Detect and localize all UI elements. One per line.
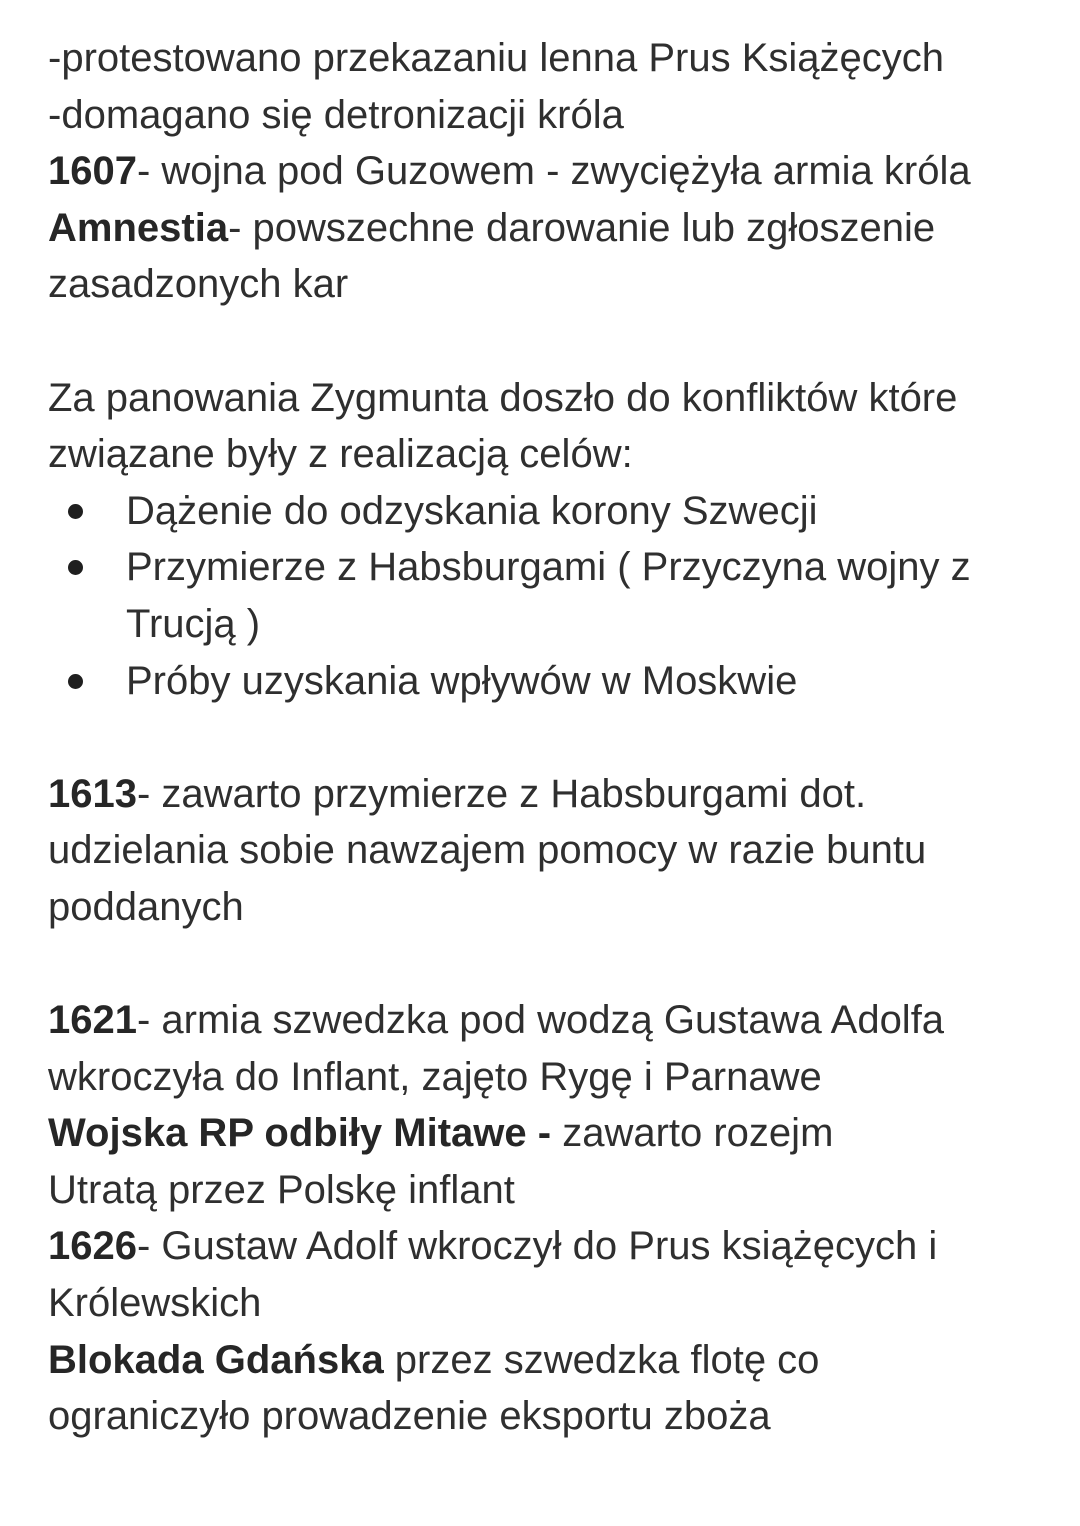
goals-list [48, 483, 1048, 709]
text-line: ograniczyło prowadzenie eksportu zboża [48, 1394, 771, 1439]
text-line: poddanych [48, 884, 244, 929]
year-label: 1626 [48, 1224, 137, 1269]
text-span: - zawarto przymierze z Habsburgami dot. [136, 771, 867, 816]
list-item [48, 653, 1048, 710]
text-span: zawarto rozejm [551, 1111, 834, 1156]
text-line: związane były z realizacją celów: [48, 432, 633, 477]
bullet-icon [68, 560, 83, 575]
paragraph-gap [48, 313, 1048, 370]
list-item [48, 483, 1048, 540]
list-item-text: Przymierze z Habsburgami ( Przyczyna wojny z [126, 545, 971, 590]
bullet-icon [68, 674, 83, 689]
text-line [48, 766, 1048, 823]
text-line [48, 200, 1048, 257]
text-span: przez szwedzka flotę co [383, 1337, 820, 1382]
bold-phrase: Blokada Gdańska [48, 1337, 384, 1382]
text-span: - wojna pod Guzowem - zwyciężyła armia króla [136, 149, 971, 194]
paragraph-gap [48, 936, 1048, 993]
bold-phrase: Wojska RP odbiły Mitawe - [48, 1111, 552, 1156]
text-line [48, 992, 1048, 1049]
text-line [48, 1218, 1048, 1275]
text-span: - armia szwedzka pod wodzą Gustawa Adolfa [136, 998, 945, 1043]
text-line: zasadzonych kar [48, 262, 349, 307]
year-label: 1613 [48, 771, 137, 816]
note-document [48, 30, 1048, 1445]
text-line [48, 143, 1048, 200]
term-label: Amnestia [48, 205, 229, 250]
text-line: Za panowania Zygmunta doszło do konfliktów które [48, 375, 958, 420]
paragraph-gap [48, 709, 1048, 766]
bullet-icon [68, 504, 83, 519]
text-line: wkroczyła do Inflant, zajęto Rygę i Parnawe [48, 1054, 822, 1099]
text-line [48, 1332, 1048, 1389]
list-item-text: Trucją ) [126, 601, 261, 646]
text-line [48, 1105, 1048, 1162]
text-line: Królewskich [48, 1281, 262, 1326]
text-span: - Gustaw Adolf wkroczył do Prus książęcych i [136, 1224, 938, 1269]
year-label: 1607 [48, 149, 137, 194]
list-item-text: Dążenie do odzyskania korony Szwecji [126, 488, 818, 533]
list-item-text: Próby uzyskania wpływów w Moskwie [126, 658, 798, 703]
text-line: udzielania sobie nawzajem pomocy w razie buntu [48, 828, 927, 873]
text-line: Utratą przez Polskę inflant [48, 1167, 515, 1212]
text-line: -domagano się detronizacji króla [48, 92, 624, 137]
list-item [48, 539, 1048, 652]
text-span: - powszechne darowanie lub zgłoszenie [228, 205, 936, 250]
year-label: 1621 [48, 998, 137, 1043]
text-line: -protestowano przekazaniu lenna Prus Książęcych [48, 36, 945, 80]
